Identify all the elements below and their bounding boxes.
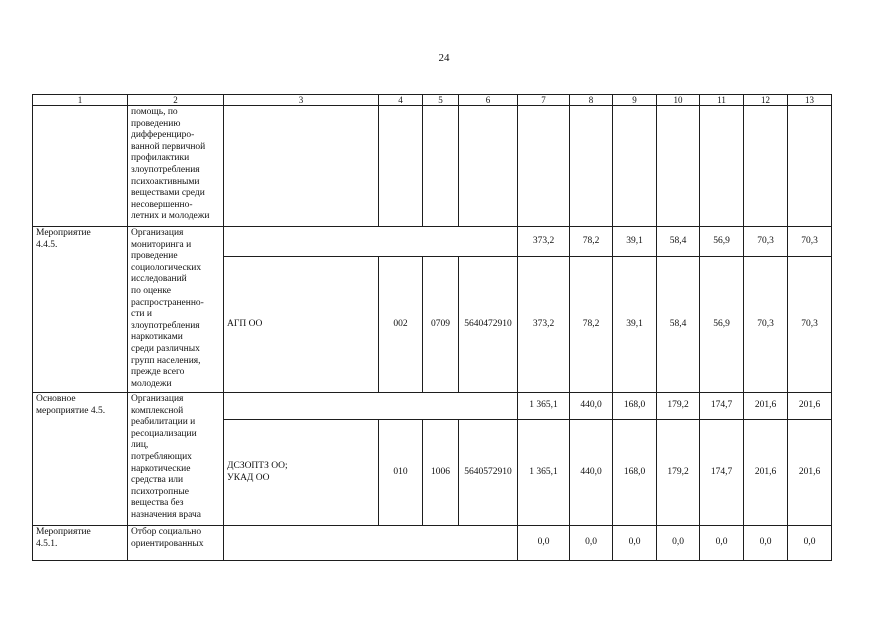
value-cell: 70,3: [788, 257, 832, 393]
value-cell: 373,2: [518, 257, 570, 393]
header-cell: 12: [744, 95, 788, 106]
header-cell: 8: [570, 95, 613, 106]
empty-cell: [379, 106, 423, 227]
value-cell: 1 365,1: [518, 420, 570, 526]
value-cell: 174,7: [700, 420, 744, 526]
header-cell: 6: [459, 95, 518, 106]
value-cell: 201,6: [744, 420, 788, 526]
rzpr-cell: 0709: [423, 257, 459, 393]
empty-cell: [613, 106, 657, 227]
csr-cell: 5640572910: [459, 420, 518, 526]
value-cell: 58,4: [657, 257, 700, 393]
executor-cell: ДСЗОПТЗ ОО; УКАД ОО: [224, 420, 379, 526]
value-cell: 0,0: [657, 526, 700, 561]
header-row: [33, 95, 832, 106]
value-cell: 168,0: [613, 393, 657, 420]
value-cell: 58,4: [657, 227, 700, 257]
value-cell: 70,3: [788, 227, 832, 257]
header-cell: 2: [128, 95, 224, 106]
table-row-4-4-5-total: [33, 227, 832, 257]
value-cell: 70,3: [744, 227, 788, 257]
header-cell: 13: [788, 95, 832, 106]
value-cell: 0,0: [744, 526, 788, 561]
budget-table: [32, 94, 832, 561]
value-cell: 201,6: [744, 393, 788, 420]
event-code-cell: Мероприятие 4.4.5.: [33, 227, 128, 393]
empty-cell: [518, 106, 570, 227]
event-name-cell: Организация комплексной реабилитации и ресоциализации лиц, потребляющих наркотические средства или психотропные вещества без назначения врача: [128, 393, 224, 526]
event-name-cell: помощь, по проведению дифференциро- ванной первичной профилактики злоупотребления психоактивными веществами среди несовершенно- летних и молодежи: [128, 106, 224, 227]
header-cell: 1: [33, 95, 128, 106]
value-cell: 78,2: [570, 257, 613, 393]
event-code-cell: Мероприятие 4.5.1.: [33, 526, 128, 561]
value-cell: 0,0: [518, 526, 570, 561]
empty-cell: [744, 106, 788, 227]
header-cell: 4: [379, 95, 423, 106]
table-row-continuation: [33, 106, 832, 227]
header-cell: 7: [518, 95, 570, 106]
empty-cell: [570, 106, 613, 227]
value-cell: 0,0: [700, 526, 744, 561]
grbs-cell: 010: [379, 420, 423, 526]
empty-cell: [224, 526, 518, 561]
value-cell: 201,6: [788, 393, 832, 420]
value-cell: 179,2: [657, 393, 700, 420]
table-row-4-5-total: [33, 393, 832, 420]
value-cell: 39,1: [613, 227, 657, 257]
empty-cell: [423, 106, 459, 227]
value-cell: 0,0: [788, 526, 832, 561]
header-cell: 3: [224, 95, 379, 106]
header-cell: 5: [423, 95, 459, 106]
value-cell: 373,2: [518, 227, 570, 257]
empty-cell: [459, 106, 518, 227]
value-cell: 440,0: [570, 393, 613, 420]
value-cell: 56,9: [700, 227, 744, 257]
value-cell: 70,3: [744, 257, 788, 393]
value-cell: 174,7: [700, 393, 744, 420]
value-cell: 1 365,1: [518, 393, 570, 420]
header-cell: 11: [700, 95, 744, 106]
value-cell: 0,0: [613, 526, 657, 561]
rzpr-cell: 1006: [423, 420, 459, 526]
empty-cell: [224, 393, 518, 420]
grbs-cell: 002: [379, 257, 423, 393]
value-cell: 39,1: [613, 257, 657, 393]
value-cell: 78,2: [570, 227, 613, 257]
csr-cell: 5640472910: [459, 257, 518, 393]
empty-cell: [224, 106, 379, 227]
event-name-cell: Отбор социально ориентированных: [128, 526, 224, 561]
value-cell: 168,0: [613, 420, 657, 526]
value-cell: 201,6: [788, 420, 832, 526]
page-number: 24: [438, 52, 450, 64]
empty-cell: [224, 227, 518, 257]
empty-cell: [657, 106, 700, 227]
executor-cell: АГП ОО: [224, 257, 379, 393]
value-cell: 56,9: [700, 257, 744, 393]
value-cell: 179,2: [657, 420, 700, 526]
value-cell: 440,0: [570, 420, 613, 526]
table-row-4-5-1: [33, 526, 832, 561]
empty-cell: [788, 106, 832, 227]
value-cell: 0,0: [570, 526, 613, 561]
empty-cell: [700, 106, 744, 227]
event-code-cell: Основное мероприятие 4.5.: [33, 393, 128, 526]
event-name-cell: Организация мониторинга и проведение социологических исследований по оценке распространенно- сти и злоупотребления наркотиками среди различных групп населения, прежде всего молодежи: [128, 227, 224, 393]
header-cell: 10: [657, 95, 700, 106]
empty-cell: [33, 106, 128, 227]
header-cell: 9: [613, 95, 657, 106]
